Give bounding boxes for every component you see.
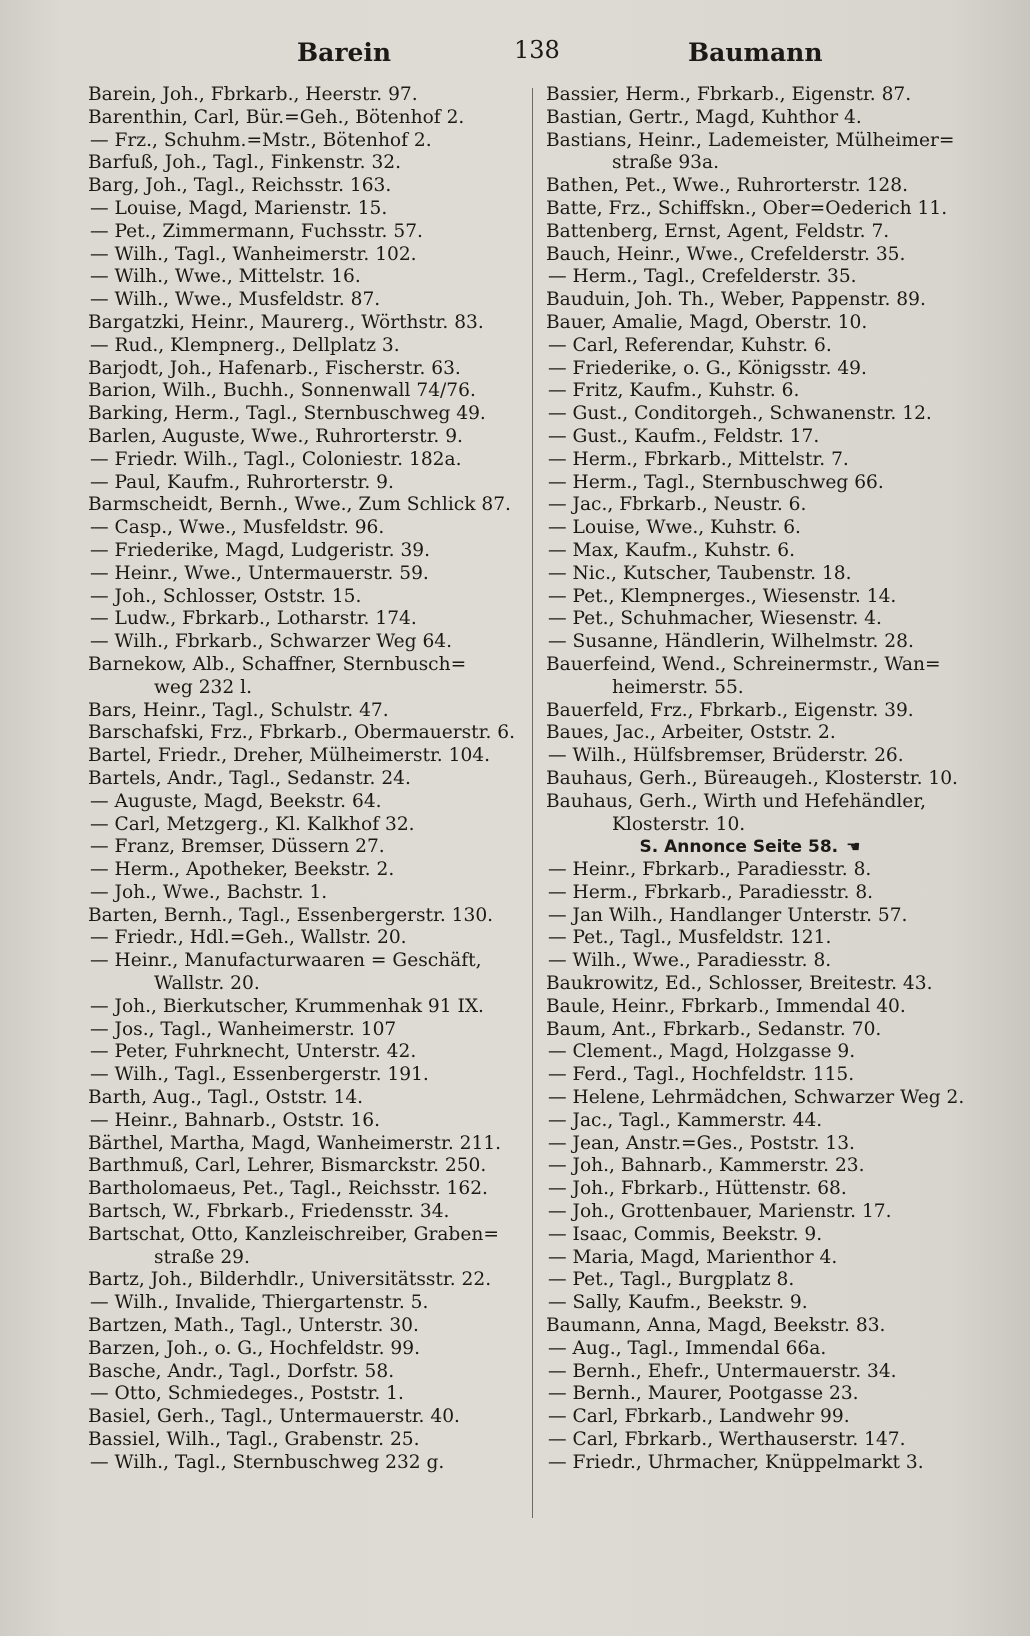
directory-entry <box>88 950 530 973</box>
entry-text: — Joh., Wwe., Bachstr. 1. <box>90 881 328 903</box>
right-column <box>546 84 974 1475</box>
directory-entry <box>88 836 530 859</box>
directory-entry <box>546 449 974 472</box>
entry-text: — Wilh., Fbrkarb., Schwarzer Weg 64. <box>90 631 453 653</box>
entry-text: Barten, Bernh., Tagl., Essenbergerstr. 130. <box>88 904 494 926</box>
directory-entry <box>546 289 974 312</box>
directory-entry <box>88 563 530 586</box>
directory-entry <box>88 700 530 723</box>
entry-text: Baues, Jac., Arbeiter, Oststr. 2. <box>546 722 836 744</box>
directory-entry <box>88 1383 530 1406</box>
directory-entry <box>546 654 974 677</box>
entry-text: Bartsch, W., Fbrkarb., Friedensstr. 34. <box>88 1201 450 1223</box>
entry-text: — Wilh., Tagl., Wanheimerstr. 102. <box>90 243 417 265</box>
directory-entry <box>88 1429 530 1452</box>
entry-text: Bassier, Herm., Fbrkarb., Eigenstr. 87. <box>546 84 912 105</box>
entry-text: — Wilh., Wwe., Mittelstr. 16. <box>90 266 361 288</box>
directory-entry <box>88 1019 530 1042</box>
directory-entry <box>546 426 974 449</box>
directory-entry <box>88 517 530 540</box>
directory-entry <box>546 517 974 540</box>
entry-text: — Herm., Tagl., Sternbuschweg 66. <box>548 471 884 493</box>
entry-text: — Maria, Magd, Marienthor 4. <box>548 1246 838 1268</box>
entry-text: — Max, Kaufm., Kuhstr. 6. <box>548 539 795 561</box>
entry-text: Bars, Heinr., Tagl., Schulstr. 47. <box>88 699 389 721</box>
entry-text: Bauduin, Joh. Th., Weber, Pappenstr. 89. <box>546 289 926 311</box>
directory-entry <box>546 631 974 654</box>
entry-text: — Rud., Klempnerg., Dellplatz 3. <box>90 334 400 356</box>
entry-text: — Jan Wilh., Handlanger Unterstr. 57. <box>548 904 908 926</box>
entry-text: — Wilh., Tagl., Essenbergerstr. 191. <box>90 1064 429 1086</box>
directory-entry <box>88 654 530 677</box>
directory-entry <box>546 1429 974 1452</box>
entry-text: — Friedr., Uhrmacher, Knüppelmarkt 3. <box>548 1451 924 1473</box>
entry-text: Bartzen, Math., Tagl., Unterstr. 30. <box>88 1315 419 1337</box>
entry-text: Barion, Wilh., Buchh., Sonnenwall 74/76. <box>88 380 476 402</box>
entry-text: — Pet., Tagl., Musfeldstr. 121. <box>548 927 832 949</box>
entry-text: Barschafski, Frz., Fbrkarb., Obermauerstr. 6. <box>88 722 516 744</box>
entry-text: Bartschat, Otto, Kanzleischreiber, Graben= <box>88 1223 499 1245</box>
directory-entry <box>88 1406 530 1429</box>
directory-entry <box>546 335 974 358</box>
directory-entry <box>88 1338 530 1361</box>
entry-text: — Pet., Zimmermann, Fuchsstr. 57. <box>90 220 423 242</box>
entry-text: — Frz., Schuhm.=Mstr., Bötenhof 2. <box>90 129 432 151</box>
entry-text: Bärthel, Martha, Magd, Wanheimerstr. 211. <box>88 1132 502 1154</box>
directory-entry <box>88 221 530 244</box>
directory-entry <box>546 905 974 928</box>
directory-entry <box>546 244 974 267</box>
entry-text: — Joh., Grottenbauer, Marienstr. 17. <box>548 1201 892 1223</box>
directory-entry <box>88 1110 530 1133</box>
directory-entry <box>88 380 530 403</box>
entry-text: — Joh., Schlosser, Oststr. 15. <box>90 585 362 607</box>
entry-text: — Clement., Magd, Holzgasse 9. <box>548 1041 856 1063</box>
directory-entry <box>546 1361 974 1384</box>
directory-entry <box>88 175 530 198</box>
directory-entry <box>88 631 530 654</box>
entry-text: Barmscheidt, Bernh., Wwe., Zum Schlick 87. <box>88 494 511 516</box>
entry-text: straße 29. <box>154 1246 250 1268</box>
entry-text: — Pet., Schuhmacher, Wiesenstr. 4. <box>548 608 882 630</box>
entry-text: — Friedr. Wilh., Tagl., Coloniestr. 182a. <box>90 448 462 470</box>
directory-entry <box>546 266 974 289</box>
directory-entry <box>88 1201 530 1224</box>
column-divider <box>532 88 533 1518</box>
directory-entry <box>88 198 530 221</box>
directory-entry <box>546 1019 974 1042</box>
entry-text: — Heinr., Wwe., Untermauerstr. 59. <box>90 562 429 584</box>
entry-text: Bartels, Andr., Tagl., Sedanstr. 24. <box>88 767 411 789</box>
pointing-hand-icon: ☚ <box>846 837 861 857</box>
directory-entry <box>546 745 974 768</box>
entry-text: Bartel, Friedr., Dreher, Mülheimerstr. 104. <box>88 745 491 767</box>
directory-entry <box>546 768 974 791</box>
directory-entry <box>546 722 974 745</box>
entry-text: Barking, Herm., Tagl., Sternbuschweg 49. <box>88 403 486 425</box>
entry-text: — Jos., Tagl., Wanheimerstr. 107 <box>90 1018 397 1040</box>
directory-entry <box>546 84 974 107</box>
directory-entry <box>546 700 974 723</box>
directory-entry <box>88 426 530 449</box>
entry-text: — Carl, Fbrkarb., Landwehr 99. <box>548 1406 850 1428</box>
entry-text: Wallstr. 20. <box>154 973 260 995</box>
directory-entry <box>546 1087 974 1110</box>
directory-entry <box>88 1452 530 1475</box>
directory-entry <box>88 84 530 107</box>
directory-entry <box>88 722 530 745</box>
directory-entry <box>546 791 974 814</box>
directory-entry <box>546 1064 974 1087</box>
directory-entry <box>546 1133 974 1156</box>
directory-entry <box>546 221 974 244</box>
entry-text: Battenberg, Ernst, Agent, Feldstr. 7. <box>546 220 890 242</box>
directory-entry <box>546 130 974 153</box>
entry-text: — Jac., Fbrkarb., Neustr. 6. <box>548 494 807 516</box>
directory-entry <box>88 1087 530 1110</box>
directory-entry <box>546 1383 974 1406</box>
directory-entry <box>546 472 974 495</box>
entry-text: Bauerfeld, Frz., Fbrkarb., Eigenstr. 39. <box>546 699 914 721</box>
entry-text: Bathen, Pet., Wwe., Ruhrorterstr. 128. <box>546 175 909 197</box>
entry-text: — Gust., Conditorgeh., Schwanenstr. 12. <box>548 403 932 425</box>
directory-entry <box>88 745 530 768</box>
entry-text: — Carl, Metzgerg., Kl. Kalkhof 32. <box>90 813 415 835</box>
entry-text: — Carl, Referendar, Kuhstr. 6. <box>548 334 832 356</box>
entry-text: Barenthin, Carl, Bür.=Geh., Bötenhof 2. <box>88 106 465 128</box>
directory-entry <box>88 1133 530 1156</box>
directory-entry <box>88 403 530 426</box>
entry-text: — Joh., Bahnarb., Kammerstr. 23. <box>548 1155 865 1177</box>
header-left-keyword: Barein <box>297 38 392 67</box>
directory-entry <box>88 130 530 153</box>
entry-text: — Pet., Klempnerges., Wiesenstr. 14. <box>548 585 897 607</box>
directory-entry <box>546 586 974 609</box>
entry-text: Bassiel, Wilh., Tagl., Grabenstr. 25. <box>88 1429 420 1451</box>
directory-entry <box>546 973 974 996</box>
entry-text: Baumann, Anna, Magd, Beekstr. 83. <box>546 1315 886 1337</box>
directory-entry <box>546 563 974 586</box>
directory-entry <box>88 1155 530 1178</box>
directory-entry <box>546 1338 974 1361</box>
directory-entry <box>546 1452 974 1475</box>
directory-entry <box>546 312 974 335</box>
entry-text: — Friederike, o. G., Königsstr. 49. <box>548 357 867 379</box>
entry-text: — Sally, Kaufm., Beekstr. 9. <box>548 1292 808 1314</box>
directory-entry <box>546 882 974 905</box>
directory-entry <box>88 1224 530 1247</box>
directory-entry <box>546 380 974 403</box>
entry-text: Bastian, Gertr., Magd, Kuhthor 4. <box>546 106 862 128</box>
entry-text: — Wilh., Hülfsbremser, Brüderstr. 26. <box>548 745 904 767</box>
entry-text: — Susanne, Händlerin, Wilhelmstr. 28. <box>548 631 914 653</box>
directory-entry <box>88 335 530 358</box>
entry-text: Klosterstr. 10. <box>612 813 746 835</box>
entry-text: — Aug., Tagl., Immendal 66a. <box>548 1337 827 1359</box>
directory-entry <box>88 289 530 312</box>
directory-entry <box>88 1361 530 1384</box>
entry-text: — Friedr., Hdl.=Geh., Wallstr. 20. <box>90 927 407 949</box>
entry-text: — Carl, Fbrkarb., Werthauserstr. 147. <box>548 1429 906 1451</box>
entry-text: — Casp., Wwe., Musfeldstr. 96. <box>90 517 385 539</box>
entry-text: weg 232 l. <box>154 676 252 698</box>
directory-entry <box>88 586 530 609</box>
entry-text: — Paul, Kaufm., Ruhrorterstr. 9. <box>90 471 394 493</box>
entry-text: — Ferd., Tagl., Hochfeldstr. 115. <box>548 1064 855 1086</box>
entry-text: Barg, Joh., Tagl., Reichsstr. 163. <box>88 175 392 197</box>
entry-text: Basiel, Gerh., Tagl., Untermauerstr. 40. <box>88 1406 460 1428</box>
entry-text: S. Annonce Seite 58. <box>639 837 839 858</box>
entry-text: — Pet., Tagl., Burgplatz 8. <box>548 1269 795 1291</box>
entry-text: — Joh., Fbrkarb., Hüttenstr. 68. <box>548 1178 847 1200</box>
directory-entry <box>88 927 530 950</box>
entry-text: Bartz, Joh., Bilderhdlr., Universitätsstr. 22. <box>88 1269 492 1291</box>
page-number: 138 <box>514 36 560 64</box>
directory-entry <box>88 677 530 700</box>
directory-entry <box>546 1315 974 1338</box>
directory-entry <box>88 1315 530 1338</box>
directory-entry <box>88 996 530 1019</box>
entry-text: Barth, Aug., Tagl., Oststr. 14. <box>88 1087 364 1109</box>
entry-text: Bartholomaeus, Pet., Tagl., Reichsstr. 162. <box>88 1178 488 1200</box>
entry-text: Barein, Joh., Fbrkarb., Heerstr. 97. <box>88 84 418 105</box>
entry-text: — Bernh., Maurer, Pootgasse 23. <box>548 1383 859 1405</box>
directory-entry <box>88 472 530 495</box>
entry-text: — Herm., Tagl., Crefelderstr. 35. <box>548 266 857 288</box>
entry-text: heimerstr. 55. <box>612 676 744 698</box>
entry-text: — Otto, Schmiedeges., Poststr. 1. <box>90 1383 404 1405</box>
directory-entry <box>546 1247 974 1270</box>
entry-text: Bauerfeind, Wend., Schreinermstr., Wan= <box>546 653 941 675</box>
directory-entry <box>88 494 530 517</box>
directory-entry <box>88 1178 530 1201</box>
entry-text: — Herm., Fbrkarb., Mittelstr. 7. <box>548 448 849 470</box>
entry-text: — Herm., Fbrkarb., Paradiesstr. 8. <box>548 881 874 903</box>
entry-text: Bastians, Heinr., Lademeister, Mülheimer= <box>546 129 955 151</box>
directory-entry <box>88 312 530 335</box>
entry-text: Baukrowitz, Ed., Schlosser, Breitestr. 43. <box>546 973 933 995</box>
directory-entry <box>546 403 974 426</box>
entry-text: — Friederike, Magd, Ludgeristr. 39. <box>90 539 431 561</box>
entry-text: Bargatzki, Heinr., Maurerg., Wörthstr. 83. <box>88 311 484 333</box>
directory-entry <box>88 266 530 289</box>
entry-text: — Nic., Kutscher, Taubenstr. 18. <box>548 562 852 584</box>
directory-entry <box>546 1178 974 1201</box>
directory-entry <box>546 1041 974 1064</box>
directory-entry <box>88 107 530 130</box>
entry-text: Bauch, Heinr., Wwe., Crefelderstr. 35. <box>546 243 906 265</box>
page-header <box>0 34 1030 74</box>
entry-text: Barjodt, Joh., Hafenarb., Fischerstr. 63. <box>88 357 461 379</box>
directory-entry <box>546 859 974 882</box>
directory-entry <box>88 1292 530 1315</box>
directory-entry <box>88 449 530 472</box>
directory-entry <box>546 358 974 381</box>
entry-text: — Isaac, Commis, Beekstr. 9. <box>548 1223 823 1245</box>
entry-text: — Heinr., Fbrkarb., Paradiesstr. 8. <box>548 859 872 881</box>
header-right-keyword: Baumann <box>688 38 823 67</box>
entry-text: — Gust., Kaufm., Feldstr. 17. <box>548 425 820 447</box>
entry-text: — Fritz, Kaufm., Kuhstr. 6. <box>548 380 800 402</box>
directory-entry <box>546 152 974 175</box>
directory-entry <box>88 1269 530 1292</box>
entry-text: Barzen, Joh., o. G., Hochfeldstr. 99. <box>88 1337 420 1359</box>
entry-text: — Louise, Wwe., Kuhstr. 6. <box>548 517 801 539</box>
directory-entry <box>546 1201 974 1224</box>
directory-entry <box>546 175 974 198</box>
entry-text: — Peter, Fuhrknecht, Unterstr. 42. <box>90 1041 417 1063</box>
entry-text: — Louise, Magd, Marienstr. 15. <box>90 197 388 219</box>
entry-text: — Wilh., Invalide, Thiergartenstr. 5. <box>90 1292 429 1314</box>
directory-entry <box>546 608 974 631</box>
entry-text: Barnekow, Alb., Schaffner, Sternbusch= <box>88 653 467 675</box>
directory-entry <box>88 540 530 563</box>
entry-text: straße 93a. <box>612 152 719 174</box>
directory-entry <box>546 1292 974 1315</box>
directory-entry <box>546 814 974 837</box>
directory-entry <box>88 973 530 996</box>
directory-entry <box>546 927 974 950</box>
entry-text: Basche, Andr., Tagl., Dorfstr. 58. <box>88 1360 395 1382</box>
directory-entry <box>88 882 530 905</box>
directory-entry <box>546 540 974 563</box>
entry-text: — Bernh., Ehefr., Untermauerstr. 34. <box>548 1360 897 1382</box>
entry-text: — Jean, Anstr.=Ges., Poststr. 13. <box>548 1132 855 1154</box>
entry-text: — Helene, Lehrmädchen, Schwarzer Weg 2. <box>548 1087 965 1109</box>
entry-text: Barlen, Auguste, Wwe., Ruhrorterstr. 9. <box>88 425 463 447</box>
directory-entry <box>88 244 530 267</box>
entry-text: Bauer, Amalie, Magd, Oberstr. 10. <box>546 311 868 333</box>
directory-entry <box>546 1224 974 1247</box>
directory-entry <box>88 608 530 631</box>
directory-entry <box>546 677 974 700</box>
directory-entry <box>546 1269 974 1292</box>
directory-entry <box>546 1406 974 1429</box>
entry-text: — Joh., Bierkutscher, Krummenhak 91 IX. <box>90 995 484 1017</box>
entry-text: Baule, Heinr., Fbrkarb., Immendal 40. <box>546 995 906 1017</box>
directory-entry <box>88 814 530 837</box>
directory-entry <box>88 859 530 882</box>
entry-text: — Franz, Bremser, Düssern 27. <box>90 836 385 858</box>
directory-entry <box>88 905 530 928</box>
directory-entry <box>88 152 530 175</box>
left-column <box>88 84 530 1475</box>
directory-entry <box>88 768 530 791</box>
directory-entry <box>546 996 974 1019</box>
annonce-note <box>546 836 974 859</box>
entry-text: — Heinr., Manufacturwaaren = Geschäft, <box>90 950 482 972</box>
directory-entry <box>546 198 974 221</box>
directory-entry <box>546 1110 974 1133</box>
entry-text: — Wilh., Wwe., Paradiesstr. 8. <box>548 950 832 972</box>
directory-entry <box>88 358 530 381</box>
directory-entry <box>546 1155 974 1178</box>
directory-entry <box>88 1041 530 1064</box>
entry-text: Bauhaus, Gerh., Wirth und Hefehändler, <box>546 790 927 812</box>
directory-entry <box>546 494 974 517</box>
directory-entry <box>88 791 530 814</box>
entry-text: — Jac., Tagl., Kammerstr. 44. <box>548 1109 823 1131</box>
entry-text: Baum, Ant., Fbrkarb., Sedanstr. 70. <box>546 1018 882 1040</box>
entry-text: Batte, Frz., Schiffskn., Ober=Oederich 11. <box>546 197 948 219</box>
entry-text: — Wilh., Tagl., Sternbuschweg 232 g. <box>90 1451 445 1473</box>
directory-entry <box>88 1247 530 1270</box>
directory-entry <box>88 1064 530 1087</box>
entry-text: — Herm., Apotheker, Beekstr. 2. <box>90 859 395 881</box>
entry-text: Bauhaus, Gerh., Büreaugeh., Klosterstr. 10. <box>546 767 958 789</box>
entry-text: Barfuß, Joh., Tagl., Finkenstr. 32. <box>88 152 402 174</box>
entry-text: — Auguste, Magd, Beekstr. 64. <box>90 790 382 812</box>
directory-entry <box>546 950 974 973</box>
entry-text: — Wilh., Wwe., Musfeldstr. 87. <box>90 289 381 311</box>
entry-text: — Ludw., Fbrkarb., Lotharstr. 174. <box>90 608 417 630</box>
entry-text: Barthmuß, Carl, Lehrer, Bismarckstr. 250. <box>88 1155 487 1177</box>
entry-text: — Heinr., Bahnarb., Oststr. 16. <box>90 1109 381 1131</box>
directory-entry <box>546 107 974 130</box>
